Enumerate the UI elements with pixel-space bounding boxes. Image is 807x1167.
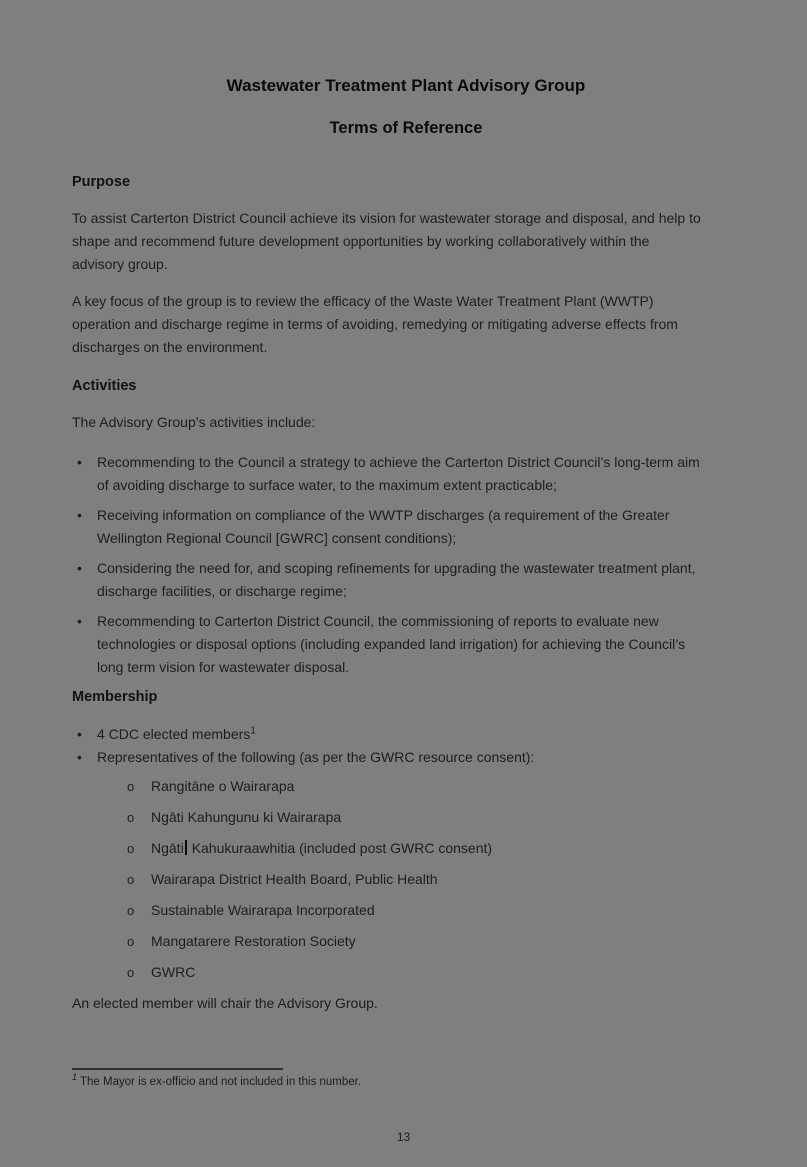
membership-heading: Membership <box>72 689 158 705</box>
text-line: discharge facilities, or discharge regime; <box>97 583 347 599</box>
sub-bullet-icon: o <box>127 841 135 856</box>
bullet-text <box>151 806 740 829</box>
sub-bullet-icon: o <box>127 779 135 794</box>
activities-intro <box>72 411 740 434</box>
page-number: 13 <box>396 1130 411 1144</box>
text-before-cursor: Ngāti <box>151 840 184 856</box>
sub-bullet-icon: o <box>127 810 135 825</box>
text-line: An elected member will chair the Advisory Group. <box>72 995 378 1011</box>
text-line: Rangitāne o Wairarapa <box>151 778 295 794</box>
text-line: Wairarapa District Health Board, Public Health <box>151 871 438 887</box>
footnote-text: The Mayor is ex-officio and not included in this number. <box>80 1076 362 1088</box>
bullet-text <box>151 775 740 798</box>
text-line: Considering the need for, and scoping refinements for upgrading the wastewater treatment plant, <box>97 560 696 576</box>
bullet-text <box>151 961 740 984</box>
purpose-paragraph-2 <box>72 290 740 359</box>
text-line: long term vision for wastewater disposal. <box>97 659 350 675</box>
text-after-cursor: Kahukuraawhitia (included post GWRC consent) <box>191 840 493 856</box>
text-line: advisory group. <box>72 256 168 272</box>
text-line: Ngāti Kahungunu ki Wairarapa <box>151 809 342 825</box>
text-line: Representatives of the following (as per the GWRC resource consent): <box>97 749 535 765</box>
text-line: Sustainable Wairarapa Incorporated <box>151 902 375 918</box>
text-line: GWRC <box>151 964 196 980</box>
text-line: Receiving information on compliance of the WWTP discharges (a requirement of the Greater <box>97 507 670 523</box>
text-line: of avoiding discharge to surface water, to the maximum extent practicable; <box>97 477 557 493</box>
bullet-icon: • <box>77 454 82 470</box>
sub-bullet-icon: o <box>127 872 135 887</box>
organisation-item-kahungunu <box>127 806 740 829</box>
bullet-text <box>97 451 740 497</box>
text-line: The Advisory Group’s activities include: <box>72 414 316 430</box>
text-line: Recommending to Carterton District Council, the commissioning of reports to evaluate new <box>97 613 659 629</box>
footnote <box>72 1074 692 1090</box>
purpose-heading: Purpose <box>72 174 131 190</box>
membership-closing <box>72 992 740 1015</box>
text-line: shape and recommend future development opportunities by working collaboratively within the <box>72 233 650 249</box>
bullet-icon: • <box>77 726 82 742</box>
purpose-paragraph-1 <box>72 207 740 276</box>
bullet-icon: • <box>77 749 82 765</box>
footnote-separator <box>72 1068 283 1070</box>
organisation-item-health-board <box>127 868 740 891</box>
footnote-ref-mark: 1 <box>72 1072 78 1083</box>
organisation-item-mangatarere <box>127 930 740 953</box>
text-line <box>97 723 740 746</box>
bullet-text <box>97 610 740 679</box>
text-line: To assist Carterton District Council achieve its vision for wastewater storage and disposal, and help to <box>72 210 701 226</box>
text-line: Recommending to the Council a strategy to achieve the Carterton District Council’s long-term aim <box>97 454 700 470</box>
activities-bullet-2 <box>72 504 740 550</box>
text-line: Wellington Regional Council [GWRC] consent conditions); <box>97 530 457 546</box>
activities-bullet-3 <box>72 557 740 603</box>
bullet-text <box>97 504 740 550</box>
organisation-item-rangitane <box>127 775 740 798</box>
text-line: technologies or disposal options (including expanded land irrigation) for achieving the Council’s <box>97 636 686 652</box>
bullet-text <box>151 868 740 891</box>
sub-bullet-icon: o <box>127 965 135 980</box>
activities-heading: Activities <box>72 378 137 394</box>
bullet-text <box>151 930 740 953</box>
organisation-item-kahukuraawhitia[interactable] <box>127 837 740 860</box>
bullet-text <box>97 557 740 603</box>
bullet-text <box>97 746 740 769</box>
bullet-text <box>151 837 740 860</box>
bullet-icon: • <box>77 613 82 629</box>
membership-bullet-members <box>72 723 740 746</box>
sub-bullet-icon: o <box>127 934 135 949</box>
document-title: Wastewater Treatment Plant Advisory Group <box>226 76 586 95</box>
footnote-reference: 1 <box>250 725 256 737</box>
text-line: discharges on the environment. <box>72 339 268 355</box>
text-line: A key focus of the group is to review the efficacy of the Waste Water Treatment Plant (WWTP) <box>72 293 654 309</box>
text-cursor <box>185 840 187 855</box>
organisation-list <box>127 775 740 984</box>
bullet-text <box>151 899 740 922</box>
organisation-item-sustainable-wairarapa <box>127 899 740 922</box>
bullet-icon: • <box>77 507 82 523</box>
membership-bullet-representatives <box>72 746 740 769</box>
bullet-icon: • <box>77 560 82 576</box>
sub-bullet-icon: o <box>127 903 135 918</box>
membership-bullet-list <box>72 723 740 769</box>
activities-bullet-list <box>72 451 740 679</box>
activities-bullet-4 <box>72 610 740 679</box>
bullet-text <box>97 723 740 746</box>
organisation-item-gwrc <box>127 961 740 984</box>
document-subtitle: Terms of Reference <box>329 119 483 137</box>
text-line: operation and discharge regime in terms of avoiding, remedying or mitigating adverse effects from <box>72 316 678 332</box>
members-count-text: 4 CDC elected members <box>97 726 251 742</box>
text-line: Mangatarere Restoration Society <box>151 933 356 949</box>
text-line-with-cursor <box>151 837 740 860</box>
activities-bullet-1 <box>72 451 740 497</box>
